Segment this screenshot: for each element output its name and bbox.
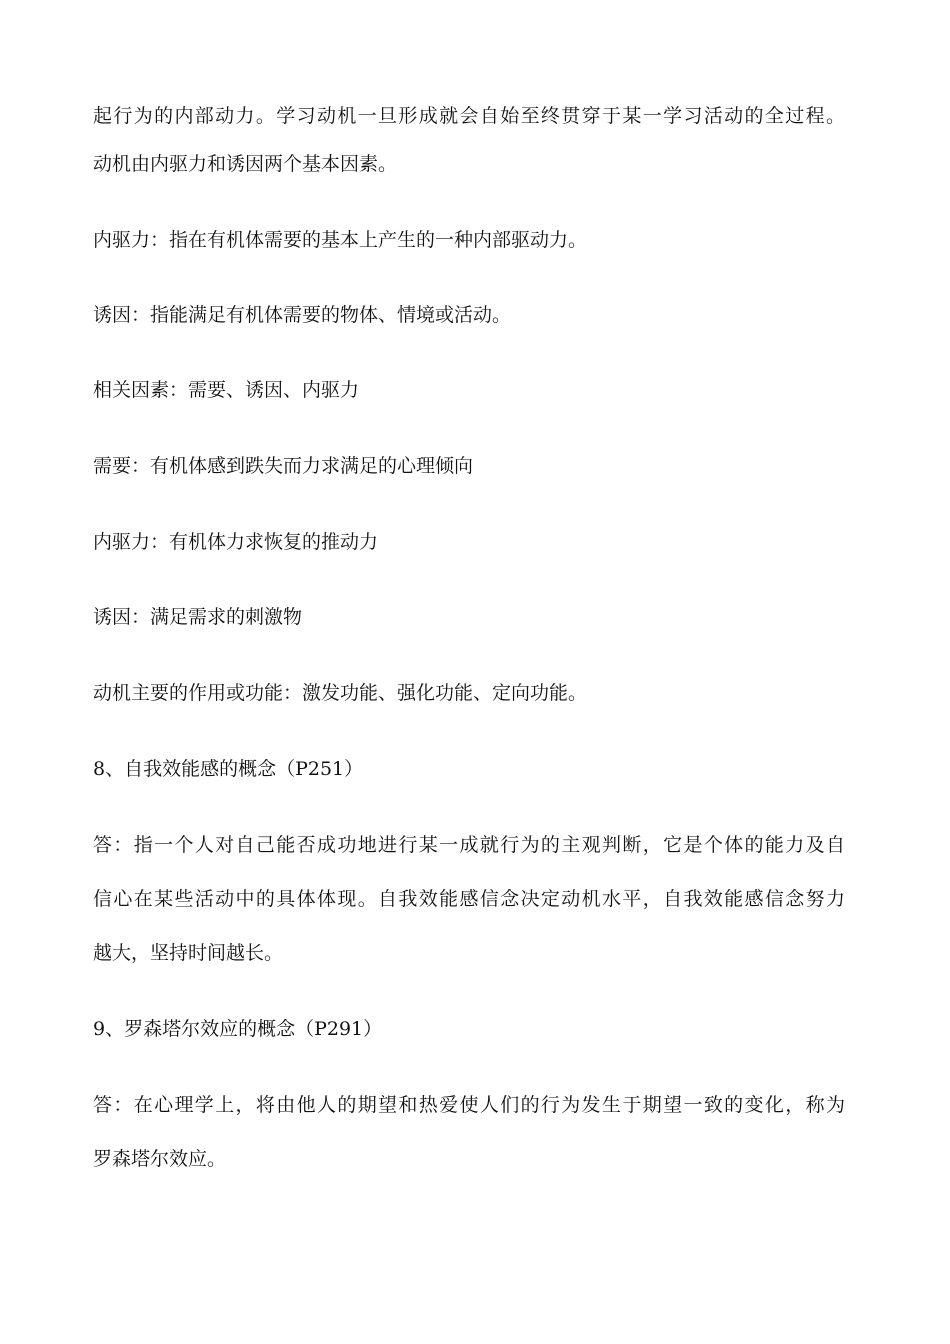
paragraph-line: 相关因素：需要、诱因、内驱力 bbox=[93, 379, 360, 401]
paragraph-line: 越大，坚持时间越长。 bbox=[93, 942, 284, 964]
paragraph-line: 诱因：指能满足有机体需要的物体、情境或活动。 bbox=[93, 304, 512, 326]
paragraph-line: 信心在某些活动中的具体体现。自我效能感信念决定动机水平，自我效能感信念努力 bbox=[93, 888, 845, 910]
paragraph-line: 动机由内驱力和诱因两个基本因素。 bbox=[93, 153, 398, 175]
paragraph-line: 起行为的内部动力。学习动机一旦形成就会自始至终贯穿于某一学习活动的全过程。 bbox=[93, 105, 845, 127]
paragraph-line: 动机主要的作用或功能：激发功能、强化功能、定向功能。 bbox=[93, 682, 588, 704]
paragraph-line: 答：在心理学上，将由他人的期望和热爱使人们的行为发生于期望一致的变化，称为 bbox=[93, 1094, 845, 1116]
paragraph-line: 需要：有机体感到跌失而力求满足的心理倾向 bbox=[93, 455, 474, 477]
paragraph-line: 诱因：满足需求的刺激物 bbox=[93, 606, 303, 628]
paragraph-line: 内驱力：指在有机体需要的基本上产生的一种内部驱动力。 bbox=[93, 229, 588, 251]
paragraph-line: 内驱力：有机体力求恢复的推动力 bbox=[93, 531, 379, 553]
section-heading: 9、罗森塔尔效应的概念（P291） bbox=[93, 1018, 383, 1040]
section-heading: 8、自我效能感的概念（P251） bbox=[93, 758, 364, 780]
paragraph-line: 罗森塔尔效应。 bbox=[93, 1148, 227, 1170]
paragraph-line: 答：指一个人对自己能否成功地进行某一成就行为的主观判断，它是个体的能力及自 bbox=[93, 834, 845, 856]
